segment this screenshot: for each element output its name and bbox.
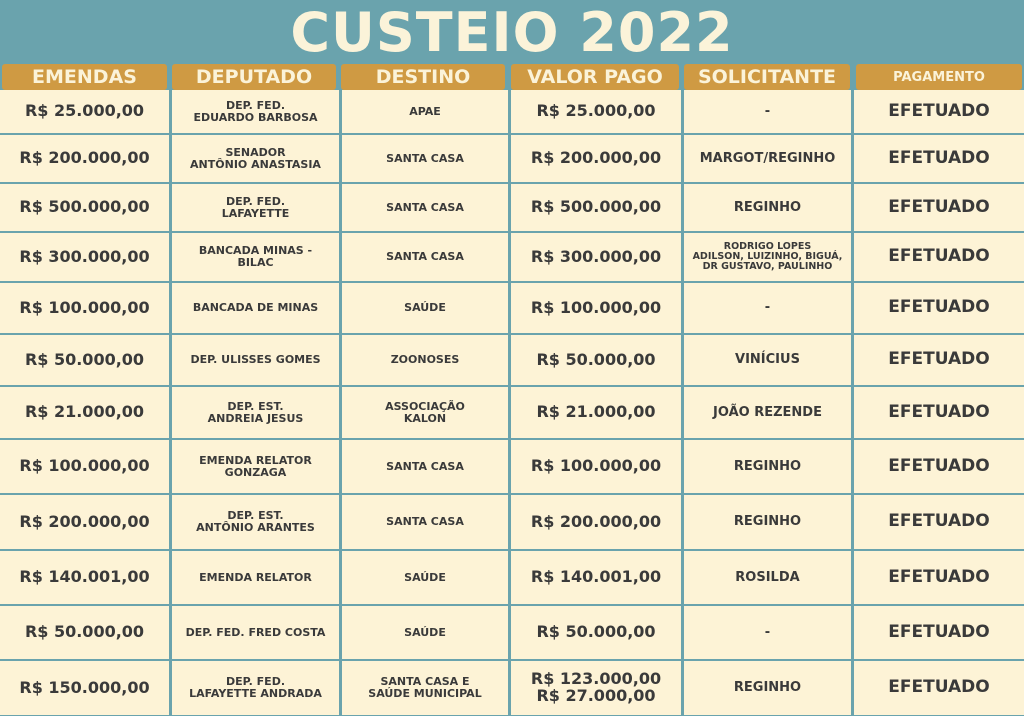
- cell-destino-line: ZOONOSES: [390, 353, 460, 367]
- cell-solicitante-line: REGINHO: [733, 680, 802, 696]
- cell-destino: [342, 606, 508, 659]
- cell-deputado-line: DEP. FED.: [225, 98, 286, 112]
- cell-solicitante-line: ADILSON, LUIZINHO, BIGUÁ,: [692, 251, 843, 263]
- cell-destino-line: SANTA CASA: [386, 515, 464, 529]
- cell-solicitante: [684, 551, 851, 604]
- table-row: [0, 495, 1024, 549]
- cell-valor-pago: [511, 661, 681, 715]
- cell-solicitante: [684, 90, 851, 133]
- header-destino: DESTINO: [341, 64, 505, 90]
- cell-deputado: [172, 335, 339, 385]
- cell-deputado-line: DEP. EST.: [227, 509, 284, 523]
- cell-destino: [342, 495, 508, 549]
- cell-valor-pago-line: R$ 50.000,00: [536, 622, 656, 642]
- cell-valor-pago: [511, 233, 681, 281]
- cell-solicitante-line: REGINHO: [733, 458, 802, 474]
- cell-deputado-line: BANCADA MINAS -: [198, 244, 313, 258]
- cell-emenda: R$ 100.000,00: [0, 283, 169, 333]
- cell-pagamento: EFETUADO: [854, 184, 1024, 231]
- cell-solicitante-line: REGINHO: [733, 514, 802, 530]
- cell-destino: [342, 233, 508, 281]
- cell-valor-pago: [511, 495, 681, 549]
- cell-valor-pago-line: R$ 123.000,00: [530, 669, 662, 689]
- cell-emenda: R$ 50.000,00: [0, 335, 169, 385]
- cell-solicitante: [684, 335, 851, 385]
- cell-solicitante-line: JOÃO REZENDE: [713, 404, 822, 420]
- table-row: [0, 233, 1024, 281]
- cell-valor-pago-line: R$ 300.000,00: [530, 246, 662, 266]
- cell-destino-line: SANTA CASA: [386, 459, 464, 473]
- cell-solicitante: [684, 184, 851, 231]
- cell-valor-pago-line: R$ 140.001,00: [530, 567, 662, 587]
- cell-deputado-line: ANDREIA JESUS: [207, 411, 304, 425]
- cell-valor-pago-line: R$ 200.000,00: [530, 148, 662, 168]
- cell-solicitante-line: VINÍCIUS: [735, 352, 800, 368]
- cell-emenda: R$ 140.001,00: [0, 551, 169, 604]
- cell-destino-line: APAE: [409, 104, 441, 118]
- cell-deputado-line: DEP. FED. FRED COSTA: [185, 625, 326, 639]
- cell-destino: [342, 661, 508, 715]
- cell-solicitante: [684, 495, 851, 549]
- cell-destino: [342, 387, 508, 438]
- cell-destino: [342, 283, 508, 333]
- cell-deputado-line: LAFAYETTE: [221, 206, 290, 220]
- cell-deputado-line: DEP. EST.: [227, 399, 284, 413]
- cell-deputado: [172, 495, 339, 549]
- cell-solicitante-line: REGINHO: [733, 199, 802, 215]
- cell-solicitante-line: DR GUSTAVO, PAULINHO: [702, 260, 833, 272]
- table-row: [0, 551, 1024, 604]
- cell-solicitante-line: RODRIGO LOPES: [723, 241, 812, 253]
- cell-destino-line: ASSOCIAÇÃO: [385, 399, 465, 413]
- cell-deputado: [172, 387, 339, 438]
- cell-destino: [342, 135, 508, 182]
- cell-deputado: [172, 606, 339, 659]
- cell-valor-pago: [511, 283, 681, 333]
- cell-deputado-line: EMENDA RELATOR: [199, 570, 312, 584]
- cell-deputado: [172, 283, 339, 333]
- cell-valor-pago: [511, 440, 681, 493]
- cell-pagamento: EFETUADO: [854, 440, 1024, 493]
- cell-emenda: R$ 100.000,00: [0, 440, 169, 493]
- cell-solicitante: [684, 440, 851, 493]
- cell-destino-line: SAÚDE MUNICIPAL: [368, 687, 482, 700]
- cell-valor-pago: [511, 335, 681, 385]
- cell-deputado-line: ANTÔNIO ANASTASIA: [190, 157, 321, 171]
- cell-solicitante-line: -: [764, 300, 771, 316]
- header-deputado: DEPUTADO: [172, 64, 336, 90]
- cell-destino: [342, 335, 508, 385]
- cell-deputado-line: DEP. FED.: [225, 675, 286, 689]
- table-row: [0, 184, 1024, 231]
- cell-pagamento: EFETUADO: [854, 90, 1024, 133]
- page-title: CUSTEIO 2022: [290, 1, 734, 64]
- cell-solicitante: [684, 661, 851, 715]
- table-row: [0, 387, 1024, 438]
- cell-deputado: [172, 90, 339, 133]
- cell-deputado: [172, 184, 339, 231]
- cell-solicitante-line: -: [764, 624, 771, 640]
- cell-pagamento: EFETUADO: [854, 495, 1024, 549]
- cell-solicitante: [684, 387, 851, 438]
- cell-deputado: [172, 135, 339, 182]
- header-solicitante: SOLICITANTE: [684, 64, 850, 90]
- cell-valor-pago-line: R$ 27.000,00: [536, 686, 656, 705]
- table-row: [0, 606, 1024, 659]
- cell-deputado: [172, 661, 339, 715]
- header-valor-pago: VALOR PAGO: [511, 64, 679, 90]
- cell-solicitante: [684, 283, 851, 333]
- cell-solicitante-line: MARGOT/REGINHO: [699, 150, 836, 166]
- cell-solicitante-line: -: [764, 103, 771, 119]
- cell-deputado: [172, 233, 339, 281]
- cell-pagamento: EFETUADO: [854, 551, 1024, 604]
- cell-emenda: R$ 150.000,00: [0, 661, 169, 715]
- cell-destino-line: SANTA CASA E: [380, 675, 470, 689]
- table-row: [0, 661, 1024, 715]
- cell-emenda: R$ 50.000,00: [0, 606, 169, 659]
- cell-valor-pago-line: R$ 21.000,00: [536, 402, 656, 422]
- cell-deputado-line: EMENDA RELATOR: [199, 453, 312, 467]
- cell-valor-pago-line: R$ 100.000,00: [530, 456, 662, 476]
- cell-pagamento: EFETUADO: [854, 135, 1024, 182]
- table-row: [0, 90, 1024, 133]
- header-emendas: EMENDAS: [2, 64, 167, 90]
- cell-destino: [342, 551, 508, 604]
- cell-destino-line: SAÚDE: [404, 301, 446, 315]
- cell-pagamento: EFETUADO: [854, 661, 1024, 715]
- cell-deputado-line: BILAC: [237, 256, 274, 269]
- table-row: [0, 283, 1024, 333]
- cell-pagamento: EFETUADO: [854, 233, 1024, 281]
- cell-deputado-line: BANCADA DE MINAS: [192, 301, 319, 315]
- cell-valor-pago-line: R$ 500.000,00: [530, 197, 662, 217]
- table-row: [0, 335, 1024, 385]
- cell-pagamento: EFETUADO: [854, 283, 1024, 333]
- cell-emenda: R$ 21.000,00: [0, 387, 169, 438]
- cell-destino: [342, 440, 508, 493]
- cell-destino-line: SANTA CASA: [386, 200, 464, 214]
- cell-valor-pago: [511, 606, 681, 659]
- cell-emenda: R$ 500.000,00: [0, 184, 169, 231]
- cell-valor-pago: [511, 135, 681, 182]
- cell-deputado-line: EDUARDO BARBOSA: [193, 110, 318, 124]
- header-pagamento: PAGAMENTO: [856, 64, 1022, 90]
- cell-destino: [342, 184, 508, 231]
- cell-valor-pago: [511, 551, 681, 604]
- cell-valor-pago-line: R$ 200.000,00: [530, 511, 662, 531]
- cell-deputado-line: GONZAGA: [224, 465, 287, 479]
- cell-emenda: R$ 300.000,00: [0, 233, 169, 281]
- cell-emenda: R$ 200.000,00: [0, 495, 169, 549]
- cell-emenda: R$ 200.000,00: [0, 135, 169, 182]
- cell-valor-pago: [511, 184, 681, 231]
- cell-deputado-line: DEP. FED.: [225, 194, 286, 208]
- cell-valor-pago-line: R$ 25.000,00: [536, 101, 656, 121]
- cell-deputado-line: DEP. ULISSES GOMES: [190, 353, 321, 367]
- cell-solicitante: [684, 606, 851, 659]
- cell-emenda: R$ 25.000,00: [0, 90, 169, 133]
- table-row: [0, 440, 1024, 493]
- cell-destino-line: SANTA CASA: [386, 151, 464, 165]
- cell-deputado-line: LAFAYETTE ANDRADA: [189, 687, 322, 700]
- cell-deputado-line: SENADOR: [225, 145, 286, 159]
- cell-valor-pago: [511, 387, 681, 438]
- cell-solicitante: [684, 233, 851, 281]
- cell-solicitante-line: ROSILDA: [735, 569, 800, 585]
- cell-pagamento: EFETUADO: [854, 387, 1024, 438]
- cell-deputado: [172, 440, 339, 493]
- cell-solicitante: [684, 135, 851, 182]
- cell-destino-line: KALON: [403, 411, 447, 425]
- cell-destino-line: SANTA CASA: [386, 250, 464, 264]
- cell-deputado: [172, 551, 339, 604]
- cell-valor-pago-line: R$ 50.000,00: [536, 349, 656, 369]
- cell-valor-pago-line: R$ 100.000,00: [530, 297, 662, 317]
- title-bar: [0, 0, 1024, 66]
- cell-destino-line: SAÚDE: [404, 625, 446, 639]
- cell-destino: [342, 90, 508, 133]
- cell-deputado-line: ANTÔNIO ARANTES: [196, 521, 315, 534]
- cell-destino-line: SAÚDE: [404, 570, 446, 584]
- table-row: [0, 135, 1024, 182]
- cell-pagamento: EFETUADO: [854, 335, 1024, 385]
- cell-pagamento: EFETUADO: [854, 606, 1024, 659]
- cell-valor-pago: [511, 90, 681, 133]
